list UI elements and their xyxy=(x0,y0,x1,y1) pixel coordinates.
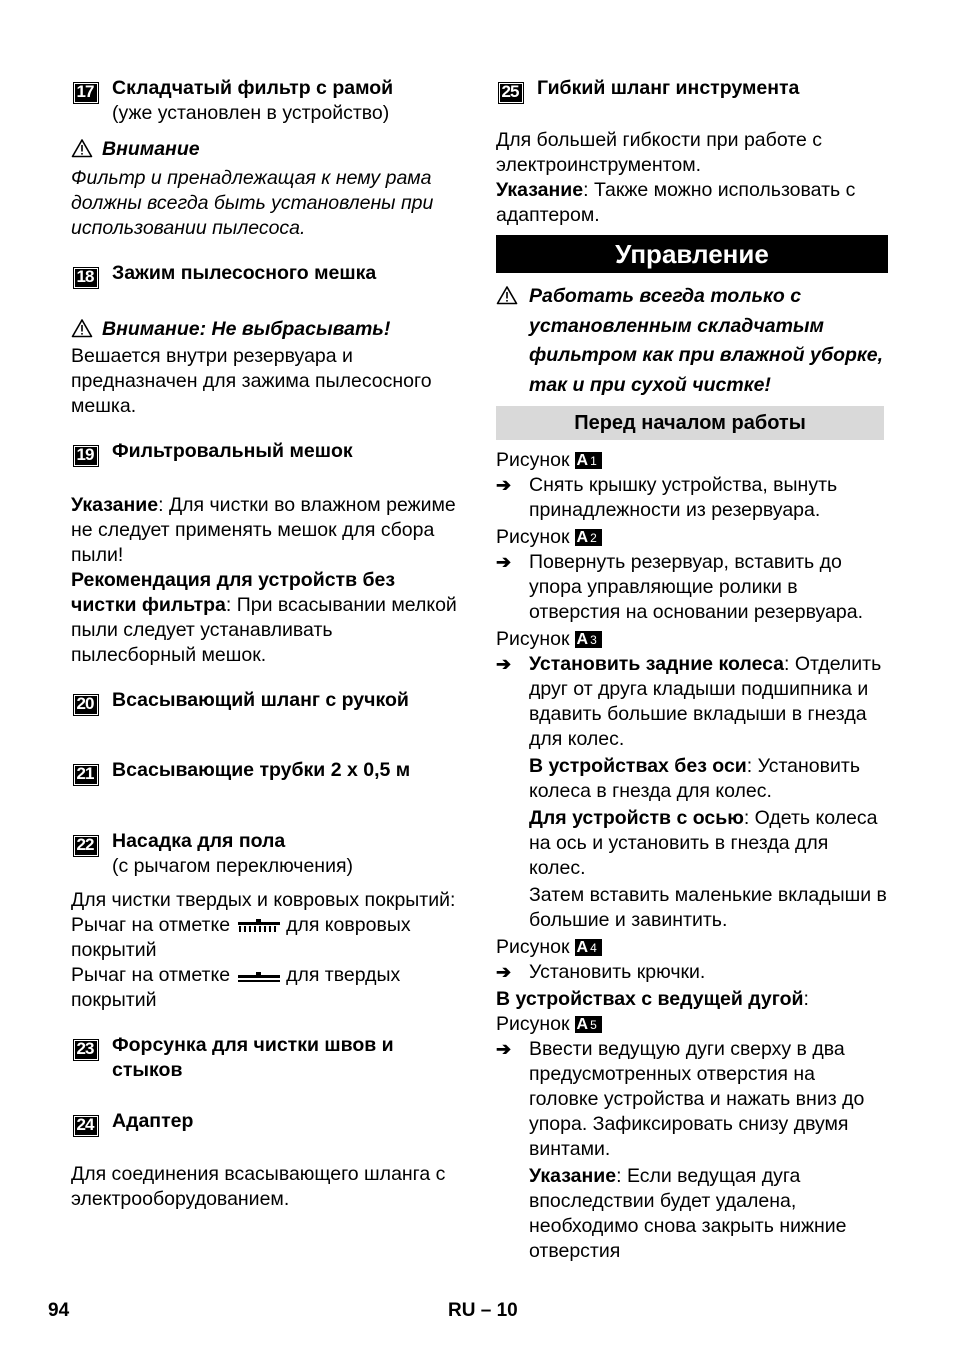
bold-warning-text: Работать всегда только с установленным складчатым фильтром как при влажной уборке, так и при сухой чистке! xyxy=(529,285,884,396)
item-title: Складчатый фильтр с рамой xyxy=(112,77,394,99)
figure-reference: Рисунок A 2 xyxy=(496,525,888,550)
item-title: Фильтровальный мешок xyxy=(112,440,353,462)
left-column xyxy=(71,76,463,1212)
indent-paragraph: Указание: Если ведущая дуга впоследствии будет удалена, необходимо снова закрыть нижние отверстия xyxy=(529,1165,847,1262)
figure-reference: Рисунок A 5 xyxy=(496,1012,888,1037)
warning-block xyxy=(71,317,463,419)
figure-reference: Рисунок A 4 xyxy=(496,935,888,960)
floor-nozzle-text: Для чистки твердых и ковровых покрытий: xyxy=(71,889,456,911)
item-number-18: 18 xyxy=(73,267,97,287)
figure-label: A 3 xyxy=(575,631,602,648)
figure-label: A 1 xyxy=(575,452,602,469)
item-number-25: 25 xyxy=(498,82,522,102)
step-item: ➔ Снять крышку устройства, вынуть принадлежности из резервуара. xyxy=(496,474,838,521)
warning-triangle-icon xyxy=(71,318,93,338)
recommendation-label: Рекомендация для устройств без чистки фильтра xyxy=(71,569,396,616)
subsection-heading: Перед началом работы xyxy=(496,406,884,440)
item-title: Всасывающий шланг с ручкой xyxy=(112,689,409,711)
guide-heading: В устройствах с ведущей дугой: xyxy=(496,988,809,1010)
step-item: ➔ Установить крючки. xyxy=(496,961,706,983)
item-number-23: 23 xyxy=(73,1039,97,1059)
indent-paragraph: В устройствах без оси: Установить колеса в гнезда для колес. xyxy=(529,755,860,802)
item-22 xyxy=(71,829,463,879)
note-label: Указание xyxy=(496,179,584,201)
item-23 xyxy=(71,1033,463,1083)
item-24 xyxy=(71,1109,463,1134)
warning-triangle-icon xyxy=(71,138,93,158)
step-item: ➔ Установить задние колеса: Отделить друг от друга кладыши подшипника и вдавить большие вкладыши в гнезда для колес. xyxy=(496,653,882,750)
item-21 xyxy=(71,758,463,783)
item-17 xyxy=(71,76,463,126)
adapter-text: Для соединения всасывающего шланга с электрооборудованием. xyxy=(71,1163,446,1210)
recommendation-text: : При всасывании мелкой пыли следует устанавливать пылесборный мешок. xyxy=(71,594,457,666)
note-paragraph xyxy=(71,493,463,568)
indent-paragraph: Для устройств с осью: Одеть колеса на ось и установить в гнезда для колес. xyxy=(529,807,878,879)
item-number-19: 19 xyxy=(73,445,97,465)
note-text: : Для чистки во влажном режиме не следует применять мешок для сбора пыли! xyxy=(71,494,456,566)
item-number-24: 24 xyxy=(73,1115,97,1135)
lever-carpet-line: Рычаг на отметке для ковровых покрытий xyxy=(71,914,411,961)
figure-label: A 4 xyxy=(575,939,602,956)
note-text: : Также можно использовать с адаптером. xyxy=(496,179,856,226)
item-title: Адаптер xyxy=(112,1110,194,1132)
item-subtitle: (с рычагом переключения) xyxy=(112,855,354,877)
footer-section: RU – 10 xyxy=(448,1300,518,1321)
indent-paragraph: Затем вставить маленькие вкладыши в большие и завинтить. xyxy=(529,884,887,931)
hose-text: Для большей гибкости при работе с электроинструментом. xyxy=(496,129,822,176)
item-subtitle: (уже установлен в устройство) xyxy=(112,102,390,124)
arrow-right-icon: ➔ xyxy=(496,552,512,572)
item-25 xyxy=(496,76,888,101)
item-title: Насадка для пола xyxy=(112,830,286,852)
figure-reference: Рисунок A 1 xyxy=(496,448,888,473)
item-number-21: 21 xyxy=(73,764,97,784)
item-title: Форсунка для чистки швов и стыков xyxy=(112,1034,394,1081)
warning-block xyxy=(71,137,463,241)
item-title: Гибкий шланг инструмента xyxy=(537,77,800,99)
item-19 xyxy=(71,439,463,464)
item-20 xyxy=(71,688,463,713)
page-number: 94 xyxy=(48,1300,70,1321)
figure-label: A 5 xyxy=(575,1016,602,1033)
section-heading: Управление xyxy=(496,235,888,273)
warning-title: Внимание: Не выбрасывать! xyxy=(102,318,391,340)
item-number-22: 22 xyxy=(73,835,97,855)
item-title: Зажим пылесосного мешка xyxy=(112,262,377,284)
item-number-17: 17 xyxy=(73,82,97,102)
step-item: ➔ Ввести ведущую дуги сверху в два предусмотренных отверстия на головке устройства и нажать вниз до упора. Зафиксировать снизу двумя винтами. xyxy=(496,1038,865,1160)
warning-triangle-icon xyxy=(496,285,518,305)
arrow-right-icon: ➔ xyxy=(496,654,512,674)
arrow-right-icon: ➔ xyxy=(496,962,512,982)
arrow-right-icon: ➔ xyxy=(496,475,512,495)
note-paragraph xyxy=(496,178,888,228)
warning-title: Внимание xyxy=(102,138,200,160)
item-number-20: 20 xyxy=(73,694,97,714)
carpet-mark-icon xyxy=(236,919,282,933)
figure-label: A 2 xyxy=(575,529,602,546)
warning-text: Вешается внутри резервуара и предназначен для зажима пылесосного мешка. xyxy=(71,345,432,417)
item-18 xyxy=(71,261,463,286)
item-title: Всасывающие трубки 2 x 0,5 м xyxy=(112,759,411,781)
figure-reference: Рисунок A 3 xyxy=(496,627,888,652)
note-label: Указание xyxy=(71,494,159,516)
lever-hard-line: Рычаг на отметке для твердых покрытий xyxy=(71,964,401,1011)
bold-warning xyxy=(496,282,888,400)
recommendation-paragraph xyxy=(71,568,463,668)
right-column xyxy=(496,76,888,1264)
warning-text: Фильтр и пренадлежащая к нему рама должны всегда быть установлены при использовании пылесоса. xyxy=(71,167,434,239)
hard-floor-mark-icon xyxy=(236,969,282,983)
arrow-right-icon: ➔ xyxy=(496,1039,512,1059)
step-item: ➔ Повернуть резервуар, вставить до упора управляющие ролики в отверстия на основании резервуара. xyxy=(496,551,864,623)
